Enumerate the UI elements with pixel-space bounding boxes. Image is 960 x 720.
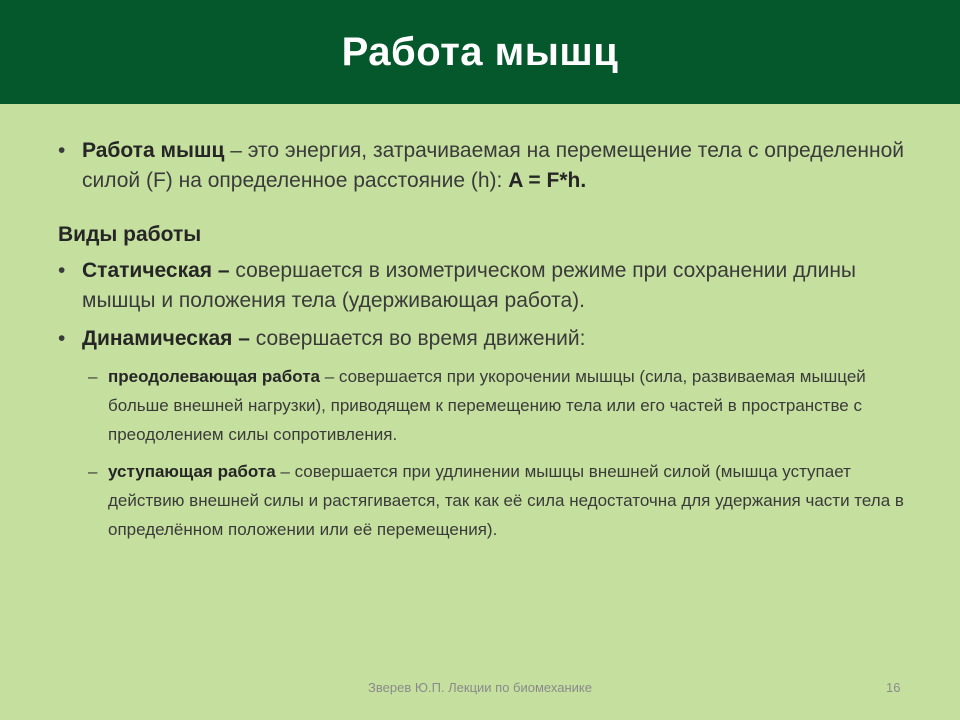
sub-item-yielding — [58, 457, 908, 544]
sub-item-term: преодолевающая работа — [108, 367, 320, 386]
sub-item-text: – совершается при укорочении мышцы (сила, развиваемая мышцей больше внешней нагрузки), приводящем к перемещению тела или его частей в пространстве с преодолением силы сопротивления. — [108, 367, 866, 444]
slide-content — [58, 136, 908, 552]
intro-bullet — [58, 136, 908, 196]
title-bar — [0, 0, 960, 104]
static-text: совершается в изометрическом режиме при сохранении длины мышцы и положения тела (удерживающая работа). — [82, 259, 857, 312]
dynamic-text: совершается во время движений: — [249, 327, 586, 350]
static-term: Статическая – — [82, 259, 230, 282]
dash-icon: – — [88, 367, 98, 386]
bullet-icon: • — [58, 139, 66, 162]
footer-text: Зверев Ю.П. Лекции по биомеханике — [368, 680, 592, 695]
intro-text: – это энергия, затрачиваемая на перемещение тела с определенной силой (F) на определенное расстояние (h): — [82, 139, 904, 192]
sub-item-overcoming — [58, 362, 908, 449]
slide-title: Работа мышц — [341, 29, 619, 74]
sub-item-text: – совершается при удлинении мышцы внешней силой (мышца уступает действию внешней силы и растягивается, так как её сила недостаточна для удержания части тела в определённом положении или её перемещения). — [108, 462, 904, 539]
static-bullet — [58, 256, 908, 316]
dash-icon: – — [88, 462, 98, 481]
bullet-icon: • — [58, 327, 66, 350]
intro-term: Работа мышц — [82, 139, 225, 162]
page-number: 16 — [886, 680, 901, 695]
bullet-icon: • — [58, 259, 66, 282]
dynamic-bullet — [58, 324, 908, 354]
sub-item-term: уступающая работа — [108, 462, 276, 481]
intro-formula: A = F*h. — [508, 169, 587, 192]
dynamic-term: Динамическая – — [82, 327, 250, 350]
section-heading: Виды работы — [58, 223, 202, 246]
